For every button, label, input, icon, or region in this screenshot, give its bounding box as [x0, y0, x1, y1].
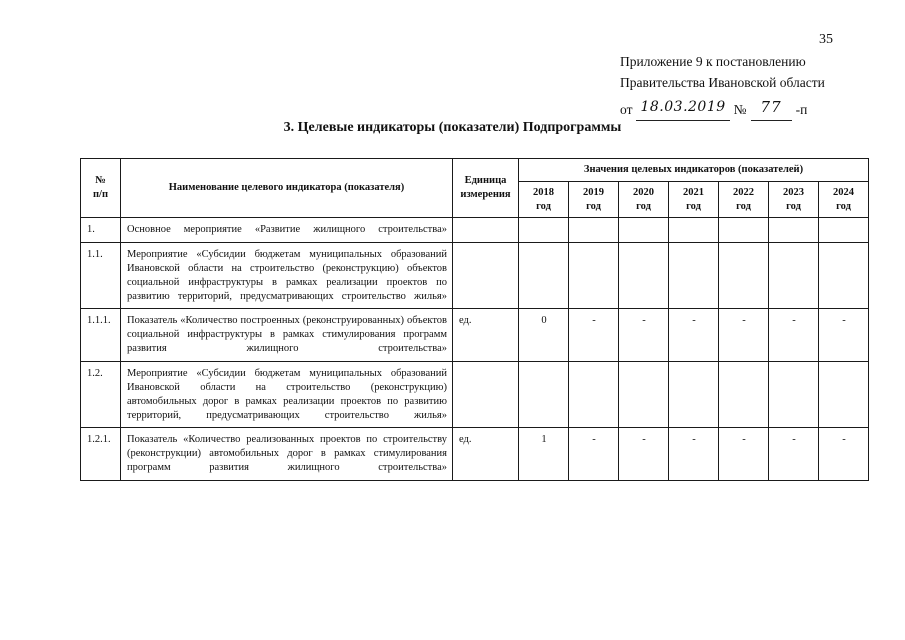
- row-unit: [453, 243, 519, 309]
- row-number: 1.1.1.: [81, 309, 121, 362]
- row-unit: ед.: [453, 428, 519, 481]
- appendix-line-1: Приложение 9 к постановлению: [620, 54, 806, 69]
- header-num: [81, 159, 121, 218]
- year-word: год: [536, 200, 551, 212]
- row-value-2022: [719, 362, 769, 428]
- table-row: [81, 309, 869, 362]
- row-value-2019: [569, 243, 619, 309]
- row-number: 1.2.: [81, 362, 121, 428]
- row-value-2024: -: [819, 309, 869, 362]
- row-value-2022: -: [719, 428, 769, 481]
- row-name: Показатель «Количество построенных (реконструированных) объектов социальной инфраструктуры в рамках стимулирования программ развития жилищного строительства»: [121, 309, 453, 362]
- row-value-2022: -: [719, 309, 769, 362]
- header-unit-line2: измерения: [460, 189, 511, 201]
- row-value-2023: [769, 243, 819, 309]
- header-num-line2: п/п: [92, 189, 109, 201]
- header-year-2022: [719, 181, 769, 217]
- approval-number-suffix: -п: [795, 102, 808, 118]
- appendix-header: [620, 52, 870, 121]
- row-value-2023: -: [769, 428, 819, 481]
- row-name: Основное мероприятие «Развитие жилищного строительства»: [121, 218, 453, 243]
- table-row: [81, 218, 869, 243]
- row-unit: ед.: [453, 309, 519, 362]
- year-word: год: [586, 200, 601, 212]
- row-value-2022: [719, 218, 769, 243]
- row-name: Мероприятие «Субсидии бюджетам муниципальных образований Ивановской области на строительство (реконструкцию) объектов социальной инфраструктуры в рамках реализации проектов по развитию территорий, предусматривающих строительство жилья»: [121, 243, 453, 309]
- row-value-2022: [719, 243, 769, 309]
- row-value-2024: -: [819, 428, 869, 481]
- year-value: 2019: [583, 186, 604, 198]
- header-num-line1: №: [95, 175, 106, 187]
- table-row: [81, 362, 869, 428]
- header-year-2024: [819, 181, 869, 217]
- row-value-2021: -: [669, 428, 719, 481]
- table-header-row-1: [81, 159, 869, 182]
- row-value-2019: [569, 218, 619, 243]
- row-unit: [453, 218, 519, 243]
- appendix-line-2: Правительства Ивановской области: [620, 74, 825, 90]
- header-values-group: Значения целевых индикаторов (показателей): [519, 159, 869, 182]
- header-unit-line1: Единица: [464, 175, 507, 187]
- row-value-2021: [669, 243, 719, 309]
- row-number: 1.: [81, 218, 121, 243]
- header-year-2019: [569, 181, 619, 217]
- header-name: Наименование целевого индикатора (показателя): [121, 159, 453, 218]
- indicators-table: [80, 158, 869, 481]
- year-word: год: [636, 200, 651, 212]
- year-word: год: [786, 200, 801, 212]
- row-value-2018: 1: [519, 428, 569, 481]
- row-value-2019: -: [569, 309, 619, 362]
- row-value-2023: -: [769, 309, 819, 362]
- row-value-2023: [769, 218, 819, 243]
- header-year-2023: [769, 181, 819, 217]
- row-unit: [453, 362, 519, 428]
- year-value: 2022: [733, 186, 754, 198]
- approval-date: 18.03.2019: [636, 97, 729, 121]
- row-value-2021: [669, 362, 719, 428]
- row-value-2018: [519, 243, 569, 309]
- row-value-2021: -: [669, 309, 719, 362]
- year-word: год: [686, 200, 701, 212]
- row-value-2024: [819, 218, 869, 243]
- year-value: 2018: [533, 186, 554, 198]
- row-value-2018: [519, 218, 569, 243]
- year-word: год: [836, 200, 851, 212]
- header-year-2018: [519, 181, 569, 217]
- row-value-2024: [819, 362, 869, 428]
- row-name: Мероприятие «Субсидии бюджетам муниципальных образований Ивановской области на строительство (реконструкцию) автомобильных дорог в рамках реализации проектов по развитию территорий, предусматривающих строительство жилья»: [121, 362, 453, 428]
- row-value-2023: [769, 362, 819, 428]
- page-number: 35: [819, 32, 833, 47]
- row-value-2020: [619, 218, 669, 243]
- row-value-2024: [819, 243, 869, 309]
- row-value-2020: -: [619, 428, 669, 481]
- approval-number: 77: [751, 96, 792, 121]
- row-value-2018: 0: [519, 309, 569, 362]
- row-number: 1.1.: [81, 243, 121, 309]
- approval-line: [620, 96, 870, 121]
- year-value: 2020: [633, 186, 654, 198]
- row-value-2020: [619, 243, 669, 309]
- row-value-2018: [519, 362, 569, 428]
- year-value: 2021: [683, 186, 704, 198]
- table-row: [81, 243, 869, 309]
- header-year-2020: [619, 181, 669, 217]
- header-unit: [453, 159, 519, 218]
- header-year-2021: [669, 181, 719, 217]
- row-value-2019: -: [569, 428, 619, 481]
- row-value-2020: -: [619, 309, 669, 362]
- approval-number-label: №: [733, 102, 747, 118]
- row-value-2019: [569, 362, 619, 428]
- year-word: год: [736, 200, 751, 212]
- row-name: Показатель «Количество реализованных проектов по строительству (реконструкции) автомобильных дорог в рамках стимулирования программ развития жилищного строительства»: [121, 428, 453, 481]
- page-title: 3. Целевые индикаторы (показатели) Подпрограммы: [283, 120, 622, 135]
- row-number: 1.2.1.: [81, 428, 121, 481]
- year-value: 2024: [833, 186, 854, 198]
- approval-from-label: от: [620, 102, 633, 118]
- row-value-2020: [619, 362, 669, 428]
- year-value: 2023: [783, 186, 804, 198]
- table-row: [81, 428, 869, 481]
- row-value-2021: [669, 218, 719, 243]
